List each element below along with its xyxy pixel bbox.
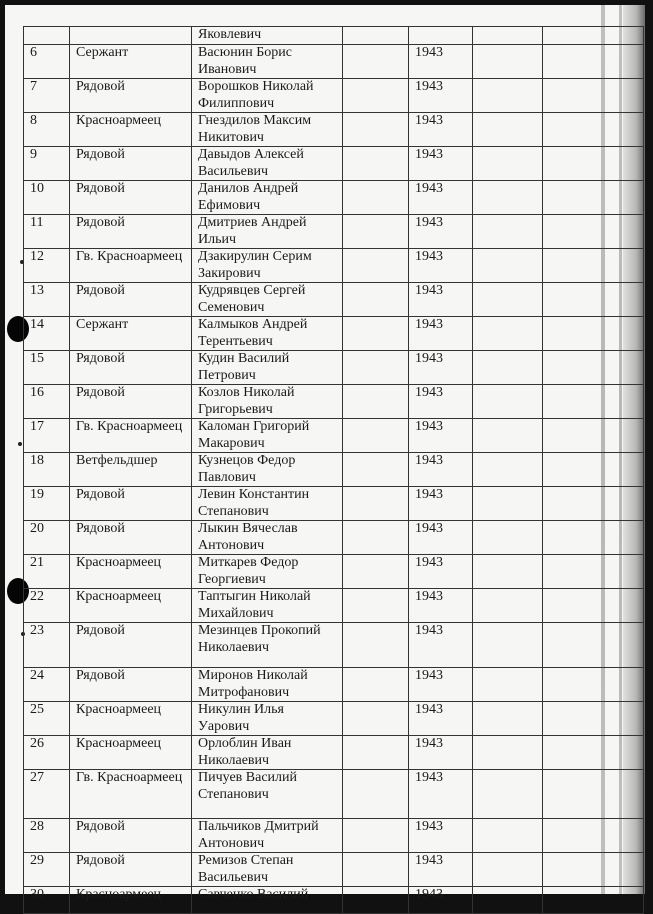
cell-rank: Рядовой: [70, 215, 192, 249]
cell-empty: [343, 668, 409, 702]
cell-empty: [343, 555, 409, 589]
cell-name: [192, 45, 343, 79]
cell-name: Яковлевич: [192, 27, 343, 45]
cell-empty: [543, 147, 644, 181]
cell-empty: [473, 853, 543, 887]
cell-rank: Гв. Красноармеец: [70, 419, 192, 453]
cell-rank: Красноармеец: [70, 702, 192, 736]
cell-number: 25: [24, 702, 70, 736]
cell-number: 13: [24, 283, 70, 317]
cell-rank: Рядовой: [70, 487, 192, 521]
cell-empty: [343, 623, 409, 668]
cell-rank: Рядовой: [70, 819, 192, 853]
cell-number: 7: [24, 79, 70, 113]
cell-empty: [343, 283, 409, 317]
cell-rank: Рядовой: [70, 351, 192, 385]
name-line-patronymic: Семенович: [198, 299, 265, 315]
cell-empty: [543, 736, 644, 770]
cell-empty: [473, 819, 543, 853]
cell-name: [192, 589, 343, 623]
name-line-patronymic: Николаевич: [198, 639, 270, 655]
cell-empty: [473, 770, 543, 819]
cell-empty: [343, 215, 409, 249]
cell-empty: [543, 419, 644, 453]
cell-empty: [473, 79, 543, 113]
cell-number: 21: [24, 555, 70, 589]
table-row: [24, 45, 644, 79]
cell-year: 1943: [409, 385, 473, 419]
cell-year: 1943: [409, 819, 473, 853]
cell-empty: [543, 623, 644, 668]
name-line-surname-given: Миронов Николай: [198, 668, 308, 683]
name-line-patronymic: Закирович: [198, 265, 261, 281]
table-row: [24, 249, 644, 283]
cell-name: [192, 283, 343, 317]
name-line-surname-given: Козлов Николай: [198, 385, 295, 400]
cell-empty: [473, 147, 543, 181]
cell-year: 1943: [409, 623, 473, 668]
cell-empty: [343, 113, 409, 147]
name-line-surname-given: Лыкин Вячеслав: [198, 521, 298, 536]
cell-empty: [473, 623, 543, 668]
table-row: [24, 351, 644, 385]
cell-rank: Гв. Красноармеец: [70, 770, 192, 819]
cell-name: [192, 555, 343, 589]
cell-year: 1943: [409, 215, 473, 249]
cell-year: 1943: [409, 770, 473, 819]
cell-empty: [473, 385, 543, 419]
cell-number: [24, 27, 70, 45]
name-line-surname-given: Савченко Василий: [198, 887, 309, 902]
table-row: [24, 113, 644, 147]
cell-empty: [473, 113, 543, 147]
cell-year: 1943: [409, 702, 473, 736]
cell-empty: [473, 283, 543, 317]
cell-empty: [343, 819, 409, 853]
name-line-surname-given: Давыдов Алексей: [198, 147, 304, 162]
cell-number: 29: [24, 853, 70, 887]
cell-name: [192, 819, 343, 853]
cell-number: 18: [24, 453, 70, 487]
cell-rank: Красноармеец: [70, 555, 192, 589]
cell-number: 23: [24, 623, 70, 668]
name-line-surname-given: Кудрявцев Сергей: [198, 283, 306, 298]
cell-rank: [70, 27, 192, 45]
table-row: [24, 555, 644, 589]
cell-rank: Красноармеец: [70, 887, 192, 914]
cell-empty: [543, 589, 644, 623]
cell-rank: Рядовой: [70, 283, 192, 317]
name-line-patronymic: Михайлович: [198, 605, 274, 621]
cell-name: [192, 317, 343, 351]
cell-name: [192, 113, 343, 147]
cell-empty: [543, 555, 644, 589]
cell-name: [192, 770, 343, 819]
table-row: [24, 521, 644, 555]
cell-name: [192, 702, 343, 736]
cell-rank: Красноармеец: [70, 736, 192, 770]
table-row: [24, 702, 644, 736]
table-row: [24, 887, 644, 914]
cell-empty: [543, 181, 644, 215]
table-row: [24, 668, 644, 702]
cell-name: [192, 623, 343, 668]
cell-name: [192, 668, 343, 702]
name-line-patronymic: Ильич: [198, 231, 237, 247]
cell-empty: [543, 215, 644, 249]
cell-name: [192, 887, 343, 914]
cell-number: 16: [24, 385, 70, 419]
cell-rank: Рядовой: [70, 521, 192, 555]
cell-year: 1943: [409, 181, 473, 215]
name-line-surname-given: Дмитриев Андрей: [198, 215, 307, 230]
cell-rank: Рядовой: [70, 79, 192, 113]
cell-number: 20: [24, 521, 70, 555]
table-row-continuation: [24, 27, 644, 45]
name-line-patronymic: Макарович: [198, 435, 265, 451]
cell-empty: [543, 385, 644, 419]
name-line-surname-given: Миткарев Федор: [198, 555, 299, 570]
name-line-surname-given: Мезинцев Прокопий: [198, 623, 321, 638]
cell-rank: Рядовой: [70, 147, 192, 181]
cell-empty: [543, 521, 644, 555]
cell-empty: [473, 249, 543, 283]
cell-empty: [543, 702, 644, 736]
cell-rank: Красноармеец: [70, 589, 192, 623]
cell-year: 1943: [409, 317, 473, 351]
name-line-surname-given: Каломан Григорий: [198, 419, 310, 434]
cell-empty: [543, 853, 644, 887]
cell-empty: [473, 736, 543, 770]
cell-name: [192, 453, 343, 487]
cell-year: 1943: [409, 487, 473, 521]
name-line-surname-given: Дзакирулин Серим: [198, 249, 312, 264]
name-line-patronymic: Николаевич: [198, 752, 270, 768]
name-line-surname-given: Кудин Василий: [198, 351, 290, 366]
cell-empty: [473, 589, 543, 623]
cell-empty: [543, 249, 644, 283]
cell-empty: [543, 113, 644, 147]
cell-empty: [343, 770, 409, 819]
cell-number: 15: [24, 351, 70, 385]
cell-rank: Красноармеец: [70, 113, 192, 147]
cell-name: [192, 385, 343, 419]
cell-empty: [543, 887, 644, 914]
name-line-surname-given: Пальчиков Дмитрий: [198, 819, 319, 834]
cell-empty: [543, 351, 644, 385]
cell-empty: [473, 487, 543, 521]
name-line-surname-given: Никулин Илья: [198, 702, 284, 717]
table-row: [24, 453, 644, 487]
name-line-patronymic: Степанович: [198, 786, 269, 802]
cell-empty: [543, 79, 644, 113]
cell-rank: Рядовой: [70, 181, 192, 215]
cell-empty: [473, 27, 543, 45]
cell-year: 1943: [409, 45, 473, 79]
name-line-patronymic: Уарович: [198, 718, 250, 734]
name-line-patronymic: Васильевич: [198, 163, 268, 179]
cell-empty: [543, 770, 644, 819]
cell-number: 6: [24, 45, 70, 79]
scanned-page: [5, 5, 645, 902]
cell-year: 1943: [409, 853, 473, 887]
name-line-patronymic: Васильевич: [198, 869, 268, 885]
name-line-patronymic: Петрович: [198, 367, 256, 383]
cell-name: [192, 351, 343, 385]
table-row: [24, 79, 644, 113]
cell-year: 1943: [409, 736, 473, 770]
cell-rank: Рядовой: [70, 385, 192, 419]
cell-empty: [343, 853, 409, 887]
cell-empty: [543, 27, 644, 45]
cell-empty: [343, 27, 409, 45]
name-line-patronymic: Ефимович: [198, 197, 261, 213]
table-row: [24, 181, 644, 215]
table-row: [24, 853, 644, 887]
cell-empty: [343, 521, 409, 555]
cell-year: 1943: [409, 453, 473, 487]
cell-year: 1943: [409, 887, 473, 914]
name-line-surname-given: Таптыгин Николай: [198, 589, 311, 604]
cell-name: [192, 521, 343, 555]
cell-empty: [543, 487, 644, 521]
cell-empty: [543, 283, 644, 317]
name-line-patronymic: Никитович: [198, 129, 264, 145]
cell-rank: Гв. Красноармеец: [70, 249, 192, 283]
cell-number: 24: [24, 668, 70, 702]
cell-number: 30: [24, 887, 70, 914]
roster-table: [23, 26, 644, 914]
cell-number: 11: [24, 215, 70, 249]
cell-empty: [543, 819, 644, 853]
cell-rank: Рядовой: [70, 853, 192, 887]
cell-year: 1943: [409, 249, 473, 283]
cell-empty: [473, 215, 543, 249]
table-row: [24, 419, 644, 453]
table-row: [24, 385, 644, 419]
name-line-surname-given: Данилов Андрей: [198, 181, 299, 196]
cell-empty: [543, 668, 644, 702]
cell-empty: [473, 668, 543, 702]
name-line-surname-given: Кузнецов Федор: [198, 453, 296, 468]
table-row: [24, 736, 644, 770]
cell-empty: [343, 419, 409, 453]
cell-empty: [473, 555, 543, 589]
cell-empty: [343, 79, 409, 113]
cell-empty: [473, 45, 543, 79]
table-row: [24, 770, 644, 819]
cell-name: [192, 487, 343, 521]
cell-rank: Ветфельдшер: [70, 453, 192, 487]
cell-empty: [473, 317, 543, 351]
cell-year: 1943: [409, 147, 473, 181]
cell-number: 27: [24, 770, 70, 819]
name-line-patronymic: Иванович: [198, 61, 257, 77]
cell-year: 1943: [409, 419, 473, 453]
cell-empty: [473, 521, 543, 555]
cell-empty: [343, 736, 409, 770]
cell-empty: [343, 147, 409, 181]
name-line-surname-given: Левин Константин: [198, 487, 310, 502]
cell-name: [192, 79, 343, 113]
cell-number: 26: [24, 736, 70, 770]
name-line-surname-given: Гнездилов Максим: [198, 113, 312, 128]
cell-rank: Рядовой: [70, 623, 192, 668]
name-line-patronymic: Григорьевич: [198, 401, 273, 417]
table-row: [24, 215, 644, 249]
cell-name: [192, 181, 343, 215]
cell-empty: [473, 887, 543, 914]
name-line-surname-given: Васюнин Борис: [198, 45, 292, 60]
cell-year: 1943: [409, 113, 473, 147]
cell-empty: [343, 487, 409, 521]
cell-number: 28: [24, 819, 70, 853]
cell-empty: [343, 181, 409, 215]
cell-name: [192, 249, 343, 283]
name-line-surname-given: Пичуев Василий: [198, 770, 298, 785]
cell-rank: Рядовой: [70, 668, 192, 702]
cell-empty: [473, 181, 543, 215]
cell-name: [192, 853, 343, 887]
cell-year: 1943: [409, 283, 473, 317]
cell-name: [192, 736, 343, 770]
cell-empty: [473, 351, 543, 385]
cell-empty: [473, 453, 543, 487]
cell-number: 14: [24, 317, 70, 351]
table-row: [24, 589, 644, 623]
cell-year: 1943: [409, 555, 473, 589]
cell-name: [192, 147, 343, 181]
cell-number: 17: [24, 419, 70, 453]
cell-number: 12: [24, 249, 70, 283]
cell-empty: [343, 45, 409, 79]
name-line-surname-given: Калмыков Андрей: [198, 317, 308, 332]
table-row: [24, 317, 644, 351]
table-row: [24, 819, 644, 853]
cell-empty: [343, 887, 409, 914]
cell-year: 1943: [409, 351, 473, 385]
name-line-surname-given: Ворошков Николай: [198, 79, 314, 94]
table-row: [24, 623, 644, 668]
cell-rank: Сержант: [70, 45, 192, 79]
name-line-patronymic: Филиппович: [198, 95, 275, 111]
cell-empty: [543, 453, 644, 487]
name-line-patronymic: Митрофанович: [198, 684, 290, 700]
cell-year: 1943: [409, 668, 473, 702]
cell-number: 22: [24, 589, 70, 623]
cell-empty: [543, 45, 644, 79]
cell-name: [192, 215, 343, 249]
table-row: [24, 283, 644, 317]
cell-name: [192, 419, 343, 453]
name-line-patronymic: Георгиевич: [198, 571, 266, 587]
name-line-patronymic: Антонович: [198, 835, 265, 851]
table-row: [24, 147, 644, 181]
cell-year: 1943: [409, 521, 473, 555]
cell-empty: [343, 249, 409, 283]
cell-empty: [473, 419, 543, 453]
name-line-surname-given: Орлоблин Иван: [198, 736, 292, 751]
cell-empty: [343, 589, 409, 623]
name-line-patronymic: Степанович: [198, 503, 269, 519]
cell-empty: [343, 702, 409, 736]
cell-empty: [543, 317, 644, 351]
cell-empty: [343, 317, 409, 351]
ink-mark: [18, 442, 22, 446]
cell-empty: [343, 385, 409, 419]
cell-rank: Сержант: [70, 317, 192, 351]
name-line-patronymic: Павлович: [198, 469, 256, 485]
cell-empty: [343, 351, 409, 385]
cell-number: 19: [24, 487, 70, 521]
table-row: [24, 487, 644, 521]
cell-number: 9: [24, 147, 70, 181]
cell-empty: [473, 702, 543, 736]
name-line-patronymic: Терентьевич: [198, 333, 273, 349]
cell-number: 8: [24, 113, 70, 147]
cell-number: 10: [24, 181, 70, 215]
cell-empty: [343, 453, 409, 487]
cell-year: [409, 27, 473, 45]
cell-year: 1943: [409, 589, 473, 623]
name-line-patronymic: Антонович: [198, 537, 265, 553]
name-line-surname-given: Ремизов Степан: [198, 853, 294, 868]
cell-year: 1943: [409, 79, 473, 113]
